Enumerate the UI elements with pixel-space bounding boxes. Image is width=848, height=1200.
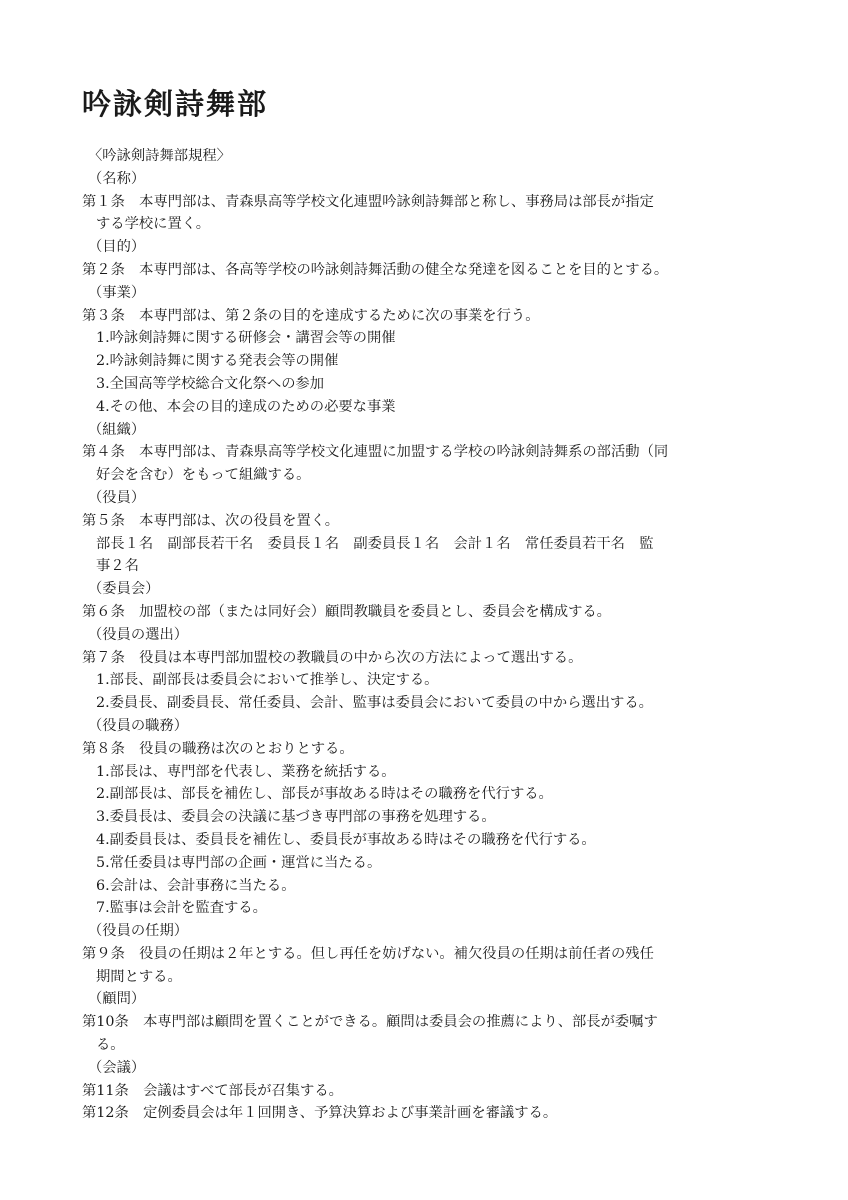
list-item: 4.その他、本会の目的達成のための必要な事業 <box>96 398 396 415</box>
article-continuation: 好会を含む）をもって組織する。 <box>96 467 311 484</box>
list-item: 7.監事は会計を監査する。 <box>96 900 267 917</box>
article-continuation: 事２名 <box>96 558 139 575</box>
section-heading: （役員の職務） <box>88 717 189 734</box>
article-line: 第４条 本専門部は、青森県高等学校文化連盟に加盟する学校の吟詠剣詩舞系の部活動（同 <box>82 444 669 461</box>
section-heading: （事業） <box>88 284 146 301</box>
list-item: 3.全国高等学校総合文化祭への参加 <box>96 375 325 392</box>
list-item: 1.部長は、専門部を代表し、業務を統括する。 <box>96 763 396 780</box>
article-line: 第９条 役員の任期は２年とする。但し再任を妨げない。補欠役員の任期は前任者の残任 <box>82 945 654 962</box>
list-item: 2.委員長、副委員長、常任委員、会計、監事は委員会において委員の中から選出する。 <box>96 695 653 712</box>
article-line: 第５条 本専門部は、次の役員を置く。 <box>82 512 340 529</box>
section-heading: （目的） <box>88 239 146 256</box>
list-item: 6.会計は、会計事務に当たる。 <box>96 877 296 894</box>
article-line: 第７条 役員は本専門部加盟校の教職員の中から次の方法によって選出する。 <box>82 649 583 666</box>
article-continuation: する学校に置く。 <box>96 216 211 233</box>
section-heading: （役員） <box>88 489 146 506</box>
list-item: 5.常任委員は専門部の企画・運営に当たる。 <box>96 854 382 871</box>
section-heading: （委員会） <box>88 581 160 598</box>
list-item: 3.委員長は、委員会の決議に基づき専門部の事務を処理する。 <box>96 809 496 826</box>
section-heading: （組織） <box>88 421 146 438</box>
list-item: 2.副部長は、部長を補佐し、部長が事故ある時はその職務を代行する。 <box>96 786 553 803</box>
article-line: 第10条 本専門部は顧問を置くことができる。顧問は委員会の推薦により、部長が委嘱す <box>82 1014 658 1031</box>
page-title: 吟詠剣詩舞部 <box>82 87 269 121</box>
article-continuation: る。 <box>96 1037 125 1054</box>
article-line: 第２条 本専門部は、各高等学校の吟詠剣詩舞活動の健全な発達を図ることを目的とする。 <box>82 261 669 278</box>
section-heading: （名称） <box>88 170 146 187</box>
section-heading: （役員の選出） <box>88 626 189 643</box>
article-line: 第８条 役員の職務は次のとおりとする。 <box>82 740 354 757</box>
list-item: 2.吟詠剣詩舞に関する発表会等の開催 <box>96 353 339 370</box>
regulation-body <box>82 145 772 1125</box>
list-item: 1.部長、副部長は委員会において推挙し、決定する。 <box>96 672 439 689</box>
section-heading: 〈吟詠剣詩舞部規程〉 <box>88 148 231 164</box>
section-heading: （顧問） <box>88 991 146 1008</box>
article-continuation: 部長１名 副部長若干名 委員長１名 副委員長１名 会計１名 常任委員若干名 監 <box>96 535 654 552</box>
article-continuation: 期間とする。 <box>96 968 182 985</box>
article-line: 第１条 本専門部は、青森県高等学校文化連盟吟詠剣詩舞部と称し、事務局は部長が指定 <box>82 193 654 210</box>
article-line: 第３条 本専門部は、第２条の目的を達成するために次の事業を行う。 <box>82 307 540 324</box>
section-heading: （役員の任期） <box>88 923 189 940</box>
article-line: 第６条 加盟校の部（または同好会）顧問教職員を委員とし、委員会を構成する。 <box>82 603 611 620</box>
article-line: 第11条 会議はすべて部長が召集する。 <box>82 1082 343 1099</box>
list-item: 1.吟詠剣詩舞に関する研修会・講習会等の開催 <box>96 330 396 347</box>
section-heading: （会議） <box>88 1059 146 1076</box>
list-item: 4.副委員長は、委員長を補佐し、委員長が事故ある時はその職務を代行する。 <box>96 831 596 848</box>
article-line: 第12条 定例委員会は年１回開き、予算決算および事業計画を審議する。 <box>82 1105 558 1122</box>
